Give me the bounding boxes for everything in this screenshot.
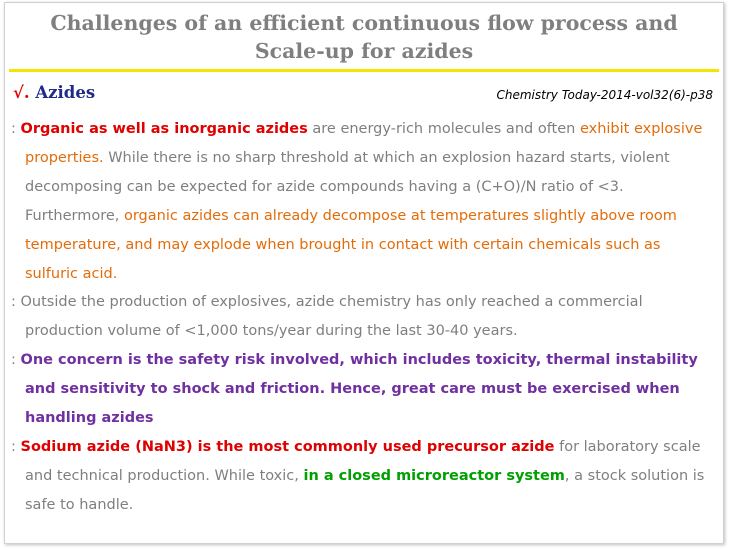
title-divider [9,69,719,72]
highlight-purple: One concern is the safety risk involved, which includes toxicity, thermal instability and sensitivity to shock and friction. Hence, great care must be exercised when handling azides [20,352,698,427]
bullet: : [11,121,16,137]
body-text: for laboratory scale and technical production. While toxic, [25,438,701,484]
paragraph-explosive-properties [11,115,717,288]
highlight-green: in a closed microreactor system [303,467,565,484]
highlight-red: Organic as well as inorganic azides [20,121,308,137]
bullet: : [11,352,16,369]
title-line-1: Challenges of an efficient continuous flow process and [50,11,678,35]
body-text: Outside the production of explosives, azide chemistry has only reached a commercial production volume of <1,000 tons/year during the last 30-40 years. [20,294,643,340]
body-text: , a stock solution is safe to handle. [25,467,705,513]
body-text: While there is no sharp threshold at which an explosion hazard starts, violent decomposing can be expected for azide compounds having a (C+O)/N ratio of <3. Furthermore, [25,149,670,224]
paragraph-sodium-azide [11,433,717,520]
slide [4,2,724,544]
section-heading-text: Azides [35,83,96,102]
paragraph-production-volume [11,288,717,346]
paragraph-safety-concern [11,346,717,433]
slide-body [11,115,717,520]
title-line-2: Scale-up for azides [254,39,474,63]
highlight-orange: exhibit explosive properties. [25,121,703,166]
body-text: are energy-rich molecules and often [307,121,580,137]
bullet: : [11,294,16,311]
highlight-red: Sodium azide (NaN3) is the most commonly used precursor azide [20,438,555,455]
citation: Chemistry Today-2014-vol32(6)-p38 [496,88,713,102]
checkmark-icon: √. [13,83,30,102]
section-heading [13,83,95,102]
highlight-orange: organic azides can already decompose at temperatures slightly above room temperature, and may explode when brought in contact with certain chemicals such as sulfuric acid. [25,207,677,282]
bullet: : [11,438,16,455]
slide-title [5,9,723,65]
